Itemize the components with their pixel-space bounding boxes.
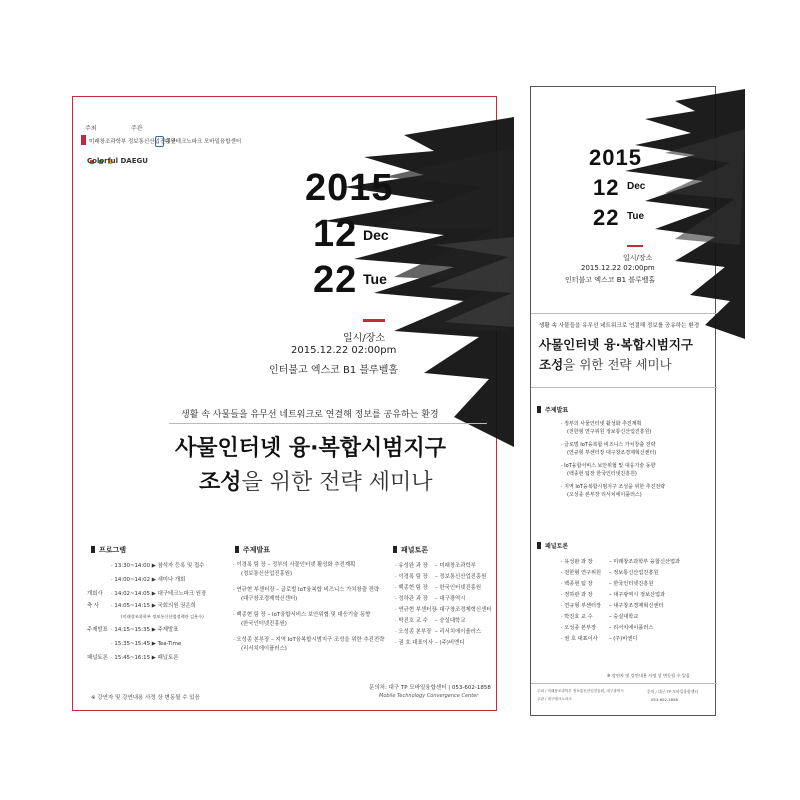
talk-item: · 정부의 사물인터넷 활성화 추진계획 (전한형 연구위원 정보통신산업진흥원) bbox=[561, 421, 652, 435]
seminar-banner-narrow bbox=[530, 86, 716, 716]
event-title-line1: 사물인터넷 융·복합시범지구 bbox=[175, 436, 447, 461]
venue-label: 일시/장소 bbox=[623, 254, 653, 262]
organizer-logo-icon bbox=[155, 136, 164, 147]
contact-line: 문의 / 대구 TP 모바일융합센터 bbox=[647, 689, 699, 694]
program-row: (미래창조과학부 정보통신산업정책관 김용수) bbox=[121, 614, 204, 619]
accent-divider bbox=[363, 319, 385, 322]
seminar-poster-large bbox=[72, 96, 497, 711]
panel-row: · 전한형 연구위원 – 정보통신산업진흥원 bbox=[561, 570, 659, 576]
program-row: 주제발표 · 14:15~15:35 ▶ 주제발표 bbox=[87, 627, 179, 633]
event-month-name: Dec bbox=[627, 181, 646, 192]
panel-list bbox=[395, 561, 493, 649]
panel-row: · 이경록 팀 장 – 정보통신산업진흥원 bbox=[395, 574, 487, 580]
event-day-number: 22 bbox=[593, 205, 620, 230]
program-row: 패널토론 · 15:45~16:15 ▶ 패널토론 bbox=[87, 655, 179, 661]
talk-item: · 오성종 본부장 – 지역 IoT융복합시범지구 조성을 위한 추진전략 (리서치에이플러스) bbox=[233, 637, 385, 652]
panel-list bbox=[561, 557, 713, 645]
event-title-line2 bbox=[199, 465, 433, 496]
program-list bbox=[87, 559, 227, 665]
talk-item: · 연규현 부센터장 – 글로벌 IoT융복합 비즈니스 가치창출 전략 (대구창조경제혁신센터) bbox=[233, 587, 380, 602]
panel-row: · 연규형 부센터장 – 대구창조경제혁신센터 bbox=[561, 603, 664, 609]
title-rule bbox=[169, 423, 487, 424]
organizer-org: 대구테크노파크 모바일융합센터 bbox=[165, 139, 242, 145]
panel-row: · 박진호 교 수 – 숭실대학교 bbox=[561, 614, 639, 620]
talk-item: · 지역 IoT융복합시범지구 조성을 위한 추진전략 (오성종 본부장 리서치에이플러스) bbox=[561, 484, 666, 498]
panel-row: · 유성완 과 장 – 미래창조과학부 bbox=[395, 563, 476, 569]
host-org: 미래창조과학부 정보통신산업진흥원 bbox=[89, 139, 176, 145]
footnote: ※ 강연자 및 강연내용 사정 상 변동될 수 있음 bbox=[91, 695, 200, 701]
program-row: · 14:00~14:02 ▶ 세미나 개회 bbox=[111, 577, 186, 583]
event-day-name: Tue bbox=[627, 211, 645, 222]
program-row: 개회사 · 14:02~14:05 ▶ 대구테크노파크 원장 bbox=[87, 591, 207, 597]
event-month-name: Dec bbox=[363, 227, 389, 243]
city-brand: Colorful DAEGU bbox=[87, 157, 148, 165]
panel-row: · 권 호 대표이사 – (주)비엔디 bbox=[561, 636, 638, 642]
host-line: 주최 / 미래창조과학부 정보통신산업진흥원, 대구광역시 bbox=[537, 689, 624, 693]
talks-list bbox=[561, 420, 711, 499]
venue-label: 일시/장소 bbox=[343, 333, 386, 344]
talks-heading: 주제발표 bbox=[235, 545, 270, 555]
talk-item: · 백종현 팀 장 – IoT융합서비스 보안위협 및 대응기술 동향 (한국인터넷진흥원) bbox=[233, 612, 371, 627]
program-row: · 15:35~15:45 ▶ Tea-Time bbox=[111, 641, 182, 647]
contact-english: Mobile Technology Convergence Center bbox=[379, 693, 479, 699]
program-heading: 프로그램 bbox=[91, 545, 126, 555]
panel-row: · 유성완 과 장 – 미래창조과학부 융합신산업과 bbox=[561, 559, 681, 565]
event-datetime: 2015.12.22 02:00pm bbox=[581, 264, 655, 272]
event-venue: 인터불고 엑스코 B1 블루벨홀 bbox=[269, 365, 399, 376]
event-day-number: 22 bbox=[313, 259, 358, 301]
program-row: · 13:30~14:00 ▶ 참석자 등록 및 접수 bbox=[111, 563, 205, 569]
panel-row: · 오성종 본부장 – 리서치에이플러스 bbox=[561, 625, 654, 631]
organizer-label: 주관 bbox=[131, 125, 143, 132]
event-year: 2015 bbox=[305, 167, 394, 209]
host-logo-icon bbox=[81, 135, 86, 145]
title-rule-bottom bbox=[531, 387, 717, 388]
host-label: 주최 bbox=[85, 125, 97, 132]
footer-rule bbox=[531, 683, 717, 684]
panel-row: · 권 호 대표이사 – (주)비엔디 bbox=[395, 640, 465, 646]
panel-heading: 패널토론 bbox=[393, 545, 428, 555]
program-row: 축 사 · 14:05~14:15 ▶ 국회의원 권은희 bbox=[87, 603, 196, 609]
panel-row: · 박진호 교 수 – 숭실대학교 bbox=[395, 618, 466, 624]
talk-item: · 글로벌 IoT융복합 비즈니스 가치창출 전략 (연규형 부센터장 대구창조경제혁신센터) bbox=[561, 442, 657, 456]
talk-item: · IoT융합서비스 보안위협 및 대응기술 동향 (백종현 팀장 한국인터넷진흥원) bbox=[561, 463, 656, 477]
contact-line: 문의처: 대구 TP 모바일융합센터 | 053-602-1858 bbox=[369, 685, 491, 691]
talk-item: · 이경록 팀 장 – 정부의 사물인터넷 활성화 추진계획 (정보통신산업진흥원) bbox=[233, 562, 356, 577]
event-title-line2 bbox=[539, 355, 672, 373]
event-datetime: 2015.12.22 02:00pm bbox=[291, 345, 397, 356]
event-month-number: 12 bbox=[313, 213, 358, 255]
event-venue: 인터불고 엑스코 B1 블루벨홀 bbox=[565, 276, 656, 284]
event-subtitle: 생활 속 사물들을 유무선 네트워크로 연결해 정보를 공유하는 환경 bbox=[539, 323, 700, 329]
contact-phone: 053-602-1858 bbox=[651, 697, 678, 702]
panel-row: · 백종현 팀 장 – 한국인터넷진흥원 bbox=[561, 581, 654, 587]
title-emphasis: 조성 bbox=[199, 470, 242, 495]
talks-list bbox=[233, 561, 393, 654]
event-subtitle: 생활 속 사물들을 유무선 네트워크로 연결해 정보를 공유하는 환경 bbox=[181, 410, 439, 420]
event-year: 2015 bbox=[589, 145, 642, 170]
panel-row: · 정하관 과 장 – 대구광역시 bbox=[395, 596, 466, 602]
title-rest: 을 위한 전략 세미나 bbox=[241, 470, 433, 495]
panel-row: · 정하관 과 장 – 대구광역시 정보산업과 bbox=[561, 592, 666, 598]
title-emphasis: 조성 bbox=[539, 357, 564, 372]
accent-divider bbox=[627, 245, 643, 247]
panel-row: · 오성종 본부장 – 리서치에이플러스 bbox=[395, 629, 482, 635]
title-rest: 을 위한 전략 세미나 bbox=[563, 357, 672, 372]
event-month-number: 12 bbox=[593, 175, 620, 200]
panel-row: · 연규현 부센터장– 대구창조경제혁신센터 bbox=[395, 607, 492, 613]
organizer-line: 주관 / 대구테크노파크 bbox=[537, 697, 572, 701]
panel-heading: 패널토론 bbox=[537, 541, 568, 550]
event-day-name: Tue bbox=[363, 271, 387, 287]
footnote: ※ 강연자 및 강연내용 사정 상 변동될 수 있음 bbox=[607, 673, 690, 678]
panel-row: · 백종현 팀 장 – 한국인터넷진흥원 bbox=[395, 585, 482, 591]
talks-heading: 주제발표 bbox=[537, 405, 568, 414]
event-title-line1: 사물인터넷 융·복합시범지구 bbox=[539, 337, 694, 352]
title-rule-top bbox=[531, 313, 717, 314]
